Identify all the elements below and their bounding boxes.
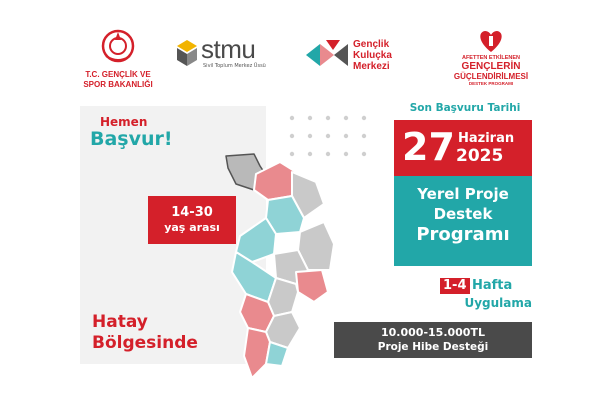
deadline-box bbox=[394, 120, 532, 176]
stmu-cube-icon bbox=[175, 38, 199, 68]
stmu-name: stmu bbox=[201, 34, 256, 64]
age-badge bbox=[148, 196, 236, 244]
program-line3: Programı bbox=[416, 224, 510, 245]
region-text bbox=[92, 312, 198, 354]
ministry-emblem-icon bbox=[78, 26, 158, 66]
ministry-name bbox=[78, 70, 158, 90]
duration-label: Uygulama bbox=[464, 296, 532, 310]
apply-line1: Hemen bbox=[100, 115, 148, 129]
program-line1: Yerel Proje bbox=[417, 185, 509, 203]
deadline-day: 27 bbox=[402, 125, 455, 169]
afet-line3: GÜÇLENDİRİLMESİ bbox=[453, 71, 529, 81]
map-district-southeast bbox=[296, 270, 328, 302]
duration-range: 1-4 bbox=[440, 278, 470, 294]
deadline-year: 2025 bbox=[456, 146, 504, 166]
kulucka-logo bbox=[306, 36, 406, 76]
afet-line4: DESTEK PROGRAMI bbox=[468, 80, 514, 86]
program-line2: Destek bbox=[433, 205, 493, 223]
grant-label: Proje Hibe Desteği bbox=[377, 341, 489, 353]
hatay-map bbox=[196, 152, 356, 382]
hands-heart-icon bbox=[476, 28, 506, 54]
kulucka-name bbox=[353, 39, 392, 72]
ministry-line2: SPOR BAKANLIĞI bbox=[83, 80, 153, 89]
ministry-logo bbox=[78, 26, 158, 88]
grant-amount: 10.000-15.000TL bbox=[381, 326, 485, 339]
map-district-yayladagi bbox=[244, 328, 270, 378]
stmu-logo bbox=[175, 36, 275, 76]
duration-block bbox=[440, 278, 532, 318]
afet-name bbox=[448, 55, 534, 87]
kulucka-line2: Kuluçka bbox=[353, 50, 392, 61]
ministry-line1: T.C. GENÇLİK VE bbox=[85, 70, 151, 79]
deadline-label: Son Başvuru Tarihi bbox=[409, 102, 521, 114]
stmu-tagline: Sivil Toplum Merkez Üssü bbox=[203, 63, 266, 69]
apply-heading bbox=[90, 116, 173, 149]
deadline-month: Haziran bbox=[458, 131, 515, 146]
apply-line2: Başvur! bbox=[90, 128, 173, 150]
afet-logo bbox=[448, 28, 534, 90]
afet-line2: GENÇLERİN bbox=[461, 60, 521, 72]
age-suffix: yaş arası bbox=[164, 221, 220, 234]
region-line2: Bölgesinde bbox=[92, 333, 198, 353]
kulucka-shape-icon bbox=[306, 40, 356, 70]
age-range: 14-30 bbox=[171, 205, 213, 220]
duration-unit: Hafta bbox=[472, 278, 513, 293]
kulucka-line3: Merkezi bbox=[353, 61, 390, 72]
kulucka-line1: Gençlik bbox=[353, 39, 390, 50]
program-box bbox=[394, 176, 532, 266]
grant-box bbox=[334, 322, 532, 358]
afet-line1: AFETTEN ETKİLENEN bbox=[461, 55, 521, 61]
region-line1: Hatay bbox=[92, 312, 148, 332]
